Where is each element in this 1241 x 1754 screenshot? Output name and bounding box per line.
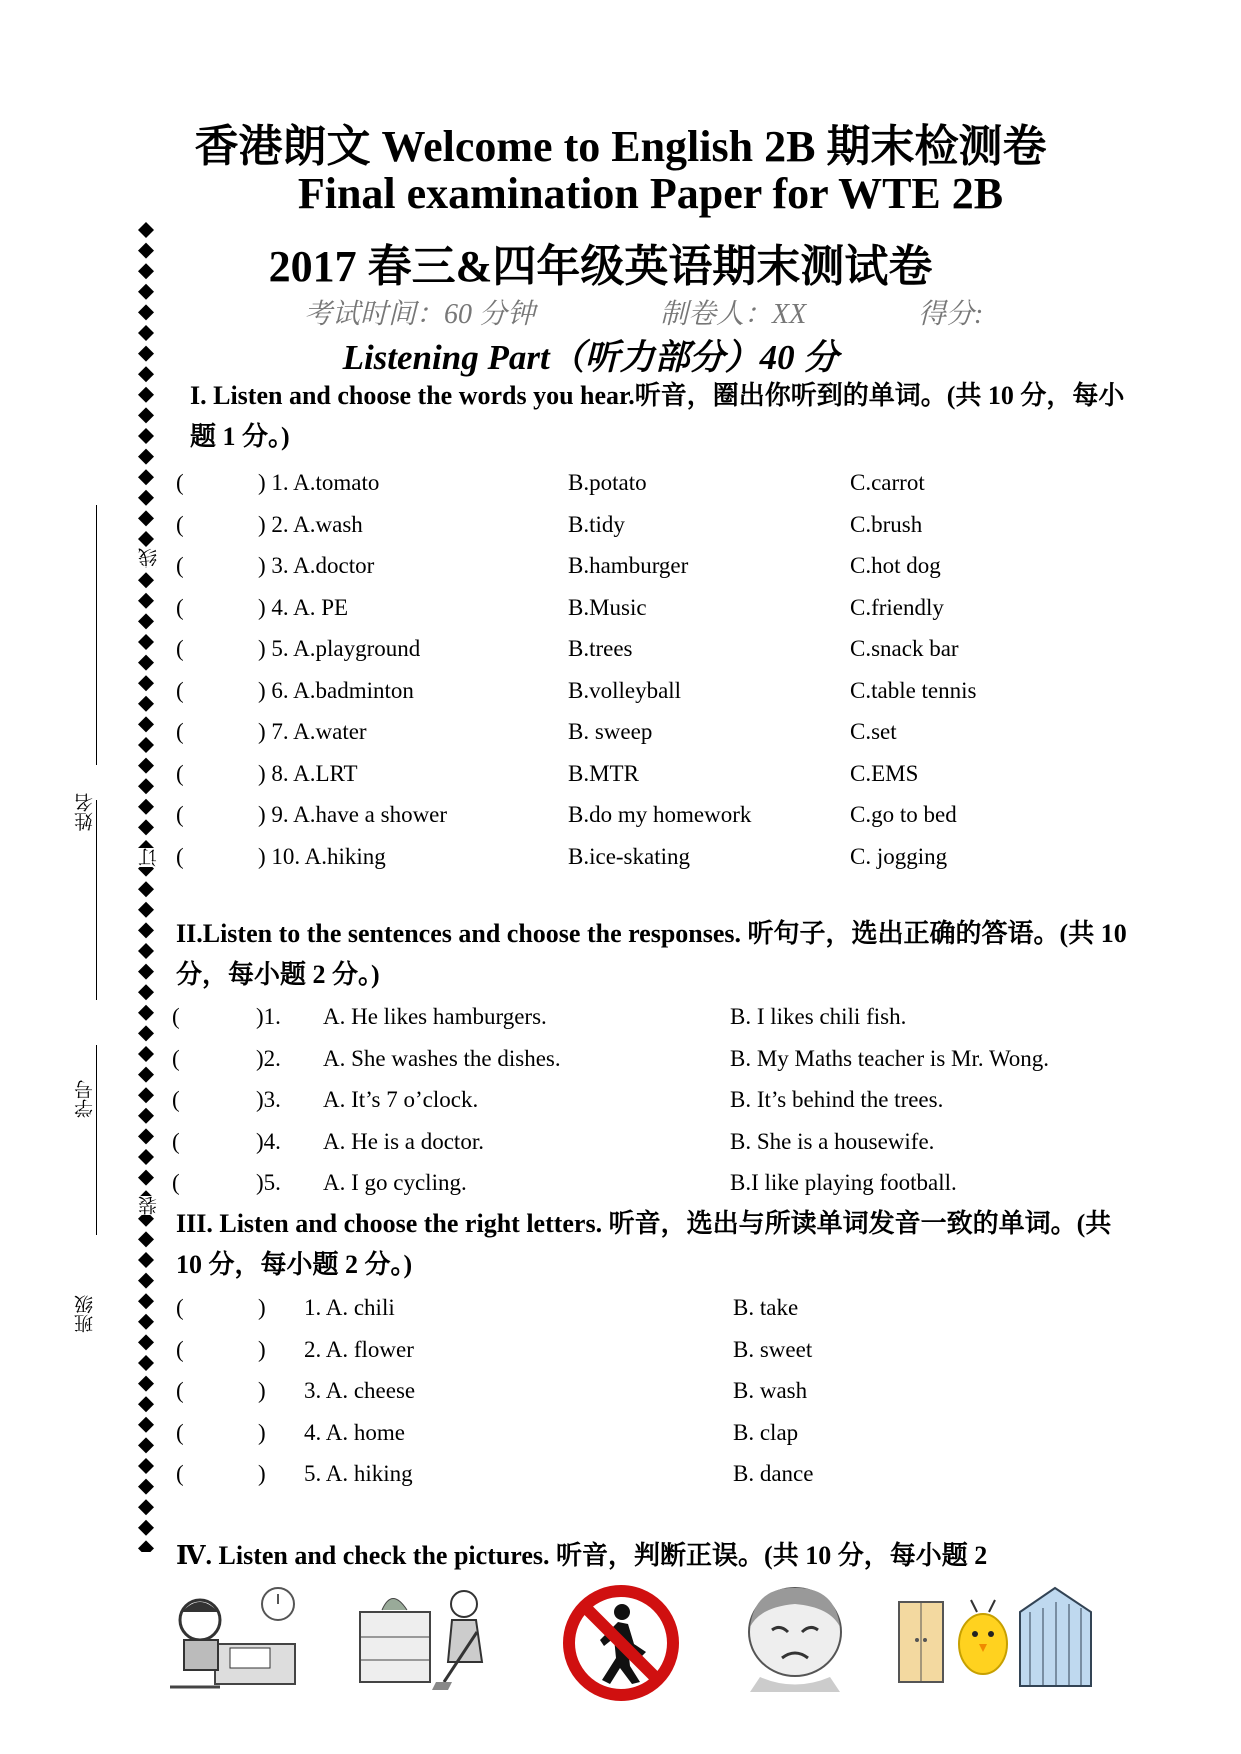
answer-paren: ( [176,636,184,661]
answer-paren: ( [176,802,184,827]
wardrobe-chick-building-icon [895,1582,1095,1692]
response-option-a: A. He likes hamburgers. [323,1004,547,1029]
question-number: )5. [256,1170,281,1195]
response-option-a: A. She washes the dishes. [323,1045,561,1071]
question-number: )1. [256,1004,281,1029]
question-option-b: B.MTR [568,760,639,786]
name-label: 姓名 [75,793,96,831]
question-option-c: C.EMS [850,760,919,786]
question-option-a: ) 2. A.wash [258,511,363,537]
letter-option-a: 4. A. home [304,1419,405,1445]
question-option-c: C.table tennis [850,677,977,703]
letter-option-b: B. wash [733,1378,808,1403]
section4-heading: Ⅳ. Listen and check the pictures. 听音，判断正误。(共 10 分，每小题 2 [176,1541,988,1570]
question-option-c: C.hot dog [850,553,941,578]
answer-paren: ( [176,1336,184,1362]
student-no-label: 学号 [75,1080,96,1118]
answer-paren: ( [172,1128,180,1154]
answer-paren: ( [176,1461,184,1486]
answer-paren-close: ) [258,1336,266,1362]
answer-paren: ( [176,594,184,620]
response-option-b: B. I likes chili fish. [730,1004,907,1029]
question-option-a: ) 9. A.have a shower [258,802,448,827]
answer-paren: ( [176,1378,184,1403]
answer-paren-close: ) [258,1295,266,1320]
question-option-a: ) 5. A.playground [258,636,421,661]
question-option-a: ) 1. A.tomato [258,470,380,495]
letter-option-b: B. dance [733,1461,814,1486]
question-option-b: B. sweep [568,719,653,744]
answer-paren: ( [176,1295,184,1320]
answer-paren: ( [172,1045,180,1071]
question-option-c: C.brush [850,511,923,537]
question-option-a: ) 6. A.badminton [258,677,414,703]
letter-option-b: B. sweet [733,1336,813,1362]
letter-option-b: B. take [733,1295,799,1320]
answer-paren-close: ) [258,1461,266,1486]
question-option-a: ) 10. A.hiking [258,843,386,869]
binding-label-xian: 线 [136,548,163,567]
question-option-c: C.carrot [850,470,925,495]
question-option-b: B.trees [568,636,633,661]
letter-option-b: B. clap [733,1419,799,1445]
response-option-a: A. It’s 7 o’clock. [323,1087,479,1112]
answer-paren: ( [172,1170,180,1195]
answer-paren: ( [172,1087,180,1112]
question-option-a: ) 7. A.water [258,719,367,744]
boy-studying-icon [160,1582,300,1692]
exam-time: 考试时间：60 分钟 [304,299,536,330]
question-option-b: B.ice-skating [568,843,690,869]
question-option-a: ) 4. A. PE [258,594,349,620]
answer-paren: ( [172,1004,180,1029]
answer-paren-close: ) [258,1378,266,1403]
answer-paren: ( [176,470,184,495]
question-option-b: B.volleyball [568,677,682,703]
binding-label-zhuang: 装 [136,1196,163,1215]
listening-part-title: Listening Part（听力部分）40 分 [342,338,839,377]
exam-score: 得分: [918,299,984,330]
question-option-c: C.snack bar [850,636,959,661]
response-option-b: B. She is a housewife. [730,1128,935,1154]
answer-paren: ( [176,760,184,786]
question-option-b: B.hamburger [568,553,689,578]
question-option-b: B.do my homework [568,802,752,827]
letter-option-a: 2. A. flower [304,1336,414,1362]
question-option-c: C.friendly [850,594,944,620]
question-number: )2. [256,1045,281,1071]
exam-title-line2: Final examination Paper for WTE 2B [297,169,1004,218]
student-no-line [96,1045,97,1235]
exam-title-line3: 2017 春三&四年级英语期末测试卷 [268,242,933,291]
letter-option-a: 1. A. chili [304,1295,395,1320]
question-option-c: C. jogging [850,843,948,869]
answer-paren: ( [176,553,184,578]
answer-paren: ( [176,843,184,869]
section3-heading: III. Listen and choose the right letters. 听音，选出与所读单词发音一致的单词。(共 10 分，每小题 2 分。) [176,1209,1112,1279]
answer-paren: ( [176,1419,184,1445]
response-option-b: B. It’s behind the trees. [730,1087,944,1112]
girl-sweeping-icon [352,1582,502,1692]
question-option-a: ) 3. A.doctor [258,553,375,578]
question-number: )3. [256,1087,281,1112]
exam-author: 制卷人：XX [660,299,807,330]
question-number: )4. [256,1128,281,1154]
letter-option-a: 5. A. hiking [304,1461,413,1486]
unhappy-old-woman-icon [730,1582,860,1692]
response-option-a: A. He is a doctor. [323,1128,484,1154]
name-line [96,505,97,765]
question-option-b: B.potato [568,470,647,495]
response-option-b: B. My Maths teacher is Mr. Wong. [730,1045,1050,1071]
question-option-c: C.go to bed [850,802,957,827]
answer-paren: ( [176,677,184,703]
binding-diamond-strip [134,222,158,1552]
binding-label-ding: 订 [136,848,163,867]
answer-paren-close: ) [258,1419,266,1445]
response-option-b: B.I like playing football. [730,1170,957,1195]
question-option-b: B.Music [568,594,647,620]
section1-heading: I. Listen and choose the words you hear.听音，圈出你听到的单词。(共 10 分，每小题 1 分。) [190,381,1125,451]
question-option-b: B.tidy [568,511,625,537]
question-option-c: C.set [850,719,897,744]
section2-heading: II.Listen to the sentences and choose the responses. 听句子，选出正确的答语。(共 10 分，每小题 2 分。) [176,919,1127,989]
response-option-a: A. I go cycling. [323,1170,467,1195]
question-option-a: ) 8. A.LRT [258,760,358,786]
no-walking-sign-icon [560,1582,682,1704]
answer-paren: ( [176,511,184,537]
class-label: 班级 [75,1295,96,1333]
exam-title-line1: 香港朗文 Welcome to English 2B 期末检测卷 [194,122,1047,171]
answer-paren: ( [176,719,184,744]
letter-option-a: 3. A. cheese [304,1378,416,1403]
